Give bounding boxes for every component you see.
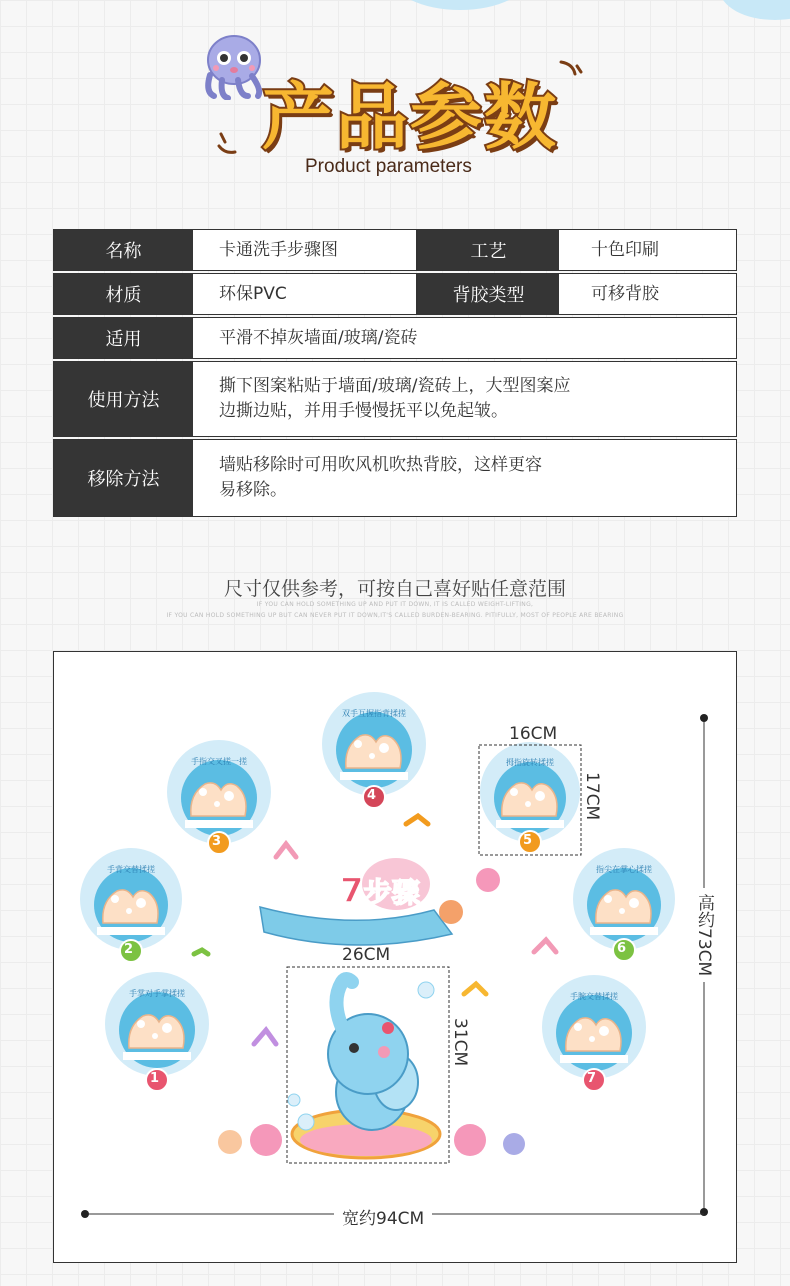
label-name: 名称 bbox=[54, 230, 193, 270]
size-note-title: 尺寸仅供参考，可按自己喜好贴任意范围 bbox=[223, 578, 566, 600]
value-adhesive: 可移背胶 bbox=[591, 283, 659, 304]
table-row-material bbox=[53, 273, 737, 315]
value-removal-line1: 墙贴移除时可用吹风机吹热背胶，这样更容 bbox=[219, 455, 542, 475]
page-title-cn: 产品参数 bbox=[262, 75, 559, 159]
label-usage: 适用 bbox=[54, 318, 193, 358]
value-usage: 平滑不掉灰墙面/玻璃/瓷砖 bbox=[219, 327, 418, 348]
label-method: 使用方法 bbox=[54, 362, 193, 436]
label-craft: 工艺 bbox=[418, 230, 559, 270]
step-caption-2: 手背交替揉搓 bbox=[107, 865, 155, 874]
banner-title-part1: 洗手 bbox=[284, 876, 341, 909]
step-number-6: 6 bbox=[617, 941, 627, 956]
value-name: 卡通洗手步骤图 bbox=[219, 239, 338, 260]
value-material: 环保PVC bbox=[219, 283, 287, 304]
size-note-sub1: IF YOU CAN HOLD SOMETHING UP AND PUT IT DOWN, IT IS CALLED WEIGHT-LIFTING, bbox=[256, 601, 534, 608]
total-width-label: 宽约94CM bbox=[334, 1204, 432, 1229]
elephant-width-label: 26CM bbox=[342, 945, 391, 965]
elephant-mascot-icon bbox=[288, 979, 440, 1158]
size-note-sub2: IF YOU CAN HOLD SOMETHING UP BUT CAN NEVER PUT IT DOWN,IT'S CALLED BURDEN-BEARING. PITIFULLY, MOST OF PEOPLE ARE BEARING bbox=[166, 612, 624, 619]
table-row-method bbox=[53, 361, 737, 437]
top-bubble-decoration-right bbox=[720, 0, 790, 20]
octopus-mascot-icon bbox=[200, 30, 268, 100]
label-removal: 移除方法 bbox=[54, 440, 193, 516]
step-caption-4: 双手互握指背揉搓 bbox=[342, 709, 406, 718]
value-removal-line2: 易移除。 bbox=[219, 480, 287, 500]
value-craft: 十色印刷 bbox=[591, 239, 659, 260]
step-number-3: 3 bbox=[212, 834, 222, 849]
table-row-removal bbox=[53, 439, 737, 517]
step-number-5: 5 bbox=[523, 833, 533, 848]
table-row-usage bbox=[53, 317, 737, 359]
top-bubble-decoration bbox=[390, 0, 530, 10]
table-row-name bbox=[53, 229, 737, 271]
step-number-4: 4 bbox=[367, 788, 377, 803]
step-number-1: 1 bbox=[150, 1071, 160, 1086]
circle-height-label: 17CM bbox=[582, 772, 602, 821]
sticker-illustration bbox=[54, 652, 736, 1262]
size-diagram-frame bbox=[53, 651, 737, 1263]
step-caption-5: 拇指旋转揉搓 bbox=[506, 758, 554, 767]
sparkle-deco-right-icon bbox=[555, 58, 585, 88]
step-caption-6: 指尖在掌心揉搓 bbox=[596, 865, 652, 874]
banner-title-part2: 步骤 bbox=[363, 876, 420, 909]
elephant-height-label: 31CM bbox=[450, 1018, 470, 1067]
step-number-2: 2 bbox=[124, 942, 134, 957]
label-adhesive: 背胶类型 bbox=[418, 274, 559, 314]
banner-title bbox=[284, 871, 420, 911]
value-method-line2: 边撕边贴，并用手慢慢抚平以免起皱。 bbox=[219, 401, 508, 421]
step-caption-1: 手掌对手掌揉搓 bbox=[129, 989, 185, 998]
total-height-label: 高约73CM bbox=[692, 888, 717, 982]
step-caption-3: 手指交叉搓一搓 bbox=[191, 757, 247, 766]
banner-title-number: 7 bbox=[340, 871, 364, 911]
sparkle-deco-icon bbox=[215, 130, 245, 160]
step-number-7: 7 bbox=[587, 1071, 597, 1086]
value-method-line1: 撕下图案粘贴于墙面/玻璃/瓷砖上，大型图案应 bbox=[219, 376, 571, 396]
label-material: 材质 bbox=[54, 274, 193, 314]
step-caption-7: 手腕交替揉搓 bbox=[570, 992, 618, 1001]
page-title-en: Product parameters bbox=[305, 156, 472, 177]
circle-width-label: 16CM bbox=[509, 724, 558, 744]
